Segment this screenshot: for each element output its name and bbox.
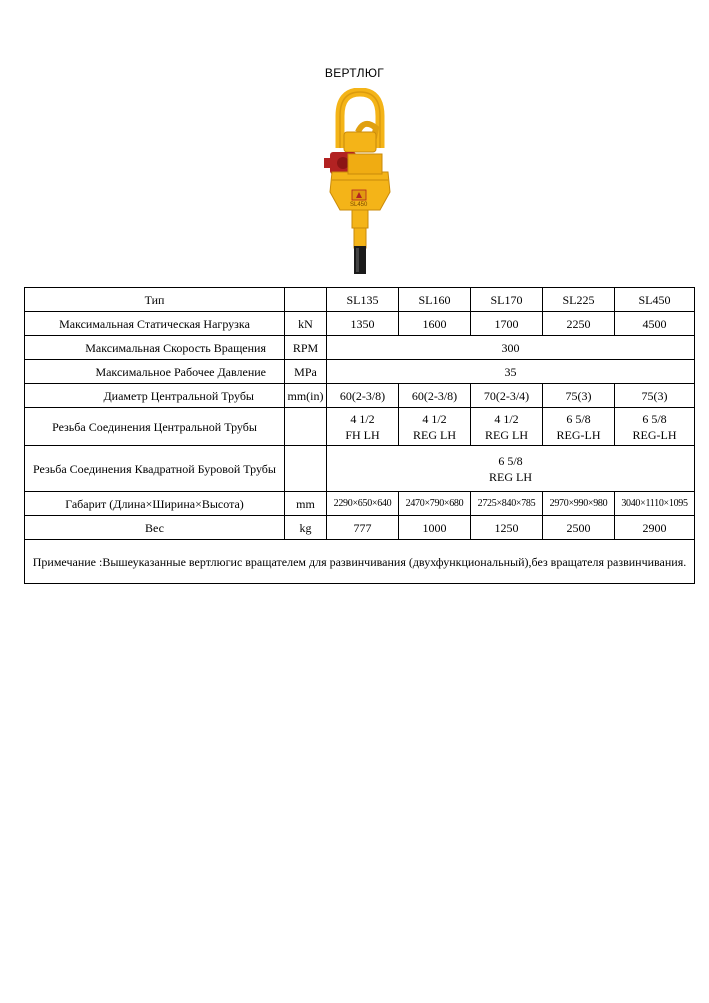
thread-size: 6 5/8 (566, 411, 591, 426)
thread-size: 4 1/2 (494, 411, 519, 426)
weight-value: 2900 (615, 516, 695, 540)
thread-size: 6 5/8 (642, 411, 667, 426)
static-load-value: 2250 (543, 312, 615, 336)
thread-type: REG LH (485, 427, 528, 442)
static-load-value: 1700 (471, 312, 543, 336)
thread-type: REG LH (489, 469, 532, 484)
model-sl170: SL170 (471, 288, 543, 312)
type-unit (285, 288, 327, 312)
pipe-diameter-value: 70(2-3/4) (471, 384, 543, 408)
dimensions-unit: mm (285, 492, 327, 516)
center-thread-unit (285, 408, 327, 446)
working-pressure-row (25, 360, 695, 384)
dimensions-value: 3040×1110×1095 (615, 492, 695, 516)
thread-type: FH LH (345, 427, 380, 442)
weight-label: Вес (25, 516, 285, 540)
center-thread-value (327, 408, 399, 446)
kelly-thread-unit (285, 446, 327, 492)
spec-table (24, 287, 695, 584)
thread-type: REG-LH (556, 427, 601, 442)
model-sl160: SL160 (399, 288, 471, 312)
dimensions-value: 2970×990×980 (543, 492, 615, 516)
working-pressure-value: 35 (327, 360, 695, 384)
working-pressure-label: Максимальное Рабочее Давление (25, 360, 285, 384)
note-row (25, 540, 695, 584)
thread-size: 4 1/2 (350, 411, 375, 426)
static-load-value: 1600 (399, 312, 471, 336)
static-load-value: 4500 (615, 312, 695, 336)
model-sl135: SL135 (327, 288, 399, 312)
static-load-value: 1350 (327, 312, 399, 336)
rotation-speed-unit: RPM (285, 336, 327, 360)
dimensions-label: Габарит (Длина×Ширина×Высота) (25, 492, 285, 516)
center-thread-label: Резьба Соединения Центральной Трубы (25, 408, 285, 446)
type-label: Тип (25, 288, 285, 312)
static-load-unit: kN (285, 312, 327, 336)
center-thread-value (543, 408, 615, 446)
rotation-speed-label: Максимальная Скорость Вращения (25, 336, 285, 360)
weight-row (25, 516, 695, 540)
model-sl450: SL450 (615, 288, 695, 312)
center-thread-value (471, 408, 543, 446)
document-title: ВЕРТЛЮГ (324, 66, 385, 80)
rotation-speed-row (25, 336, 695, 360)
product-label: SL450 (350, 202, 368, 208)
weight-value: 2500 (543, 516, 615, 540)
weight-value: 1250 (471, 516, 543, 540)
pipe-diameter-value: 75(3) (615, 384, 695, 408)
pipe-diameter-value: 60(2-3/8) (327, 384, 399, 408)
kelly-thread-label: Резьба Соединения Квадратной Буровой Трубы (25, 446, 285, 492)
weight-value: 777 (327, 516, 399, 540)
dimensions-value: 2290×650×640 (327, 492, 399, 516)
dimensions-row (25, 492, 695, 516)
table-note: Примечание :Вышеуказанные вертлюгис вращателем для развинчивания (двухфункциональный),без вращателя развинчивания. (25, 540, 695, 584)
pipe-diameter-row (25, 384, 695, 408)
pipe-diameter-unit: mm(in) (285, 384, 327, 408)
pipe-diameter-value: 75(3) (543, 384, 615, 408)
thread-size: 6 5/8 (498, 453, 523, 468)
rotation-speed-value: 300 (327, 336, 695, 360)
kelly-thread-row (25, 446, 695, 492)
dimensions-value: 2725×840×785 (471, 492, 543, 516)
thread-type: REG LH (413, 427, 456, 442)
thread-size: 4 1/2 (422, 411, 447, 426)
swivel-photo (318, 88, 402, 280)
working-pressure-unit: MPa (285, 360, 327, 384)
weight-value: 1000 (399, 516, 471, 540)
pipe-diameter-label: Диаметр Центральной Трубы (25, 384, 285, 408)
center-thread-row (25, 408, 695, 446)
header-row (25, 288, 695, 312)
static-load-label: Максимальная Статическая Нагрузка (25, 312, 285, 336)
pipe-diameter-value: 60(2-3/8) (399, 384, 471, 408)
weight-unit: kg (285, 516, 327, 540)
model-sl225: SL225 (543, 288, 615, 312)
dimensions-value: 2470×790×680 (399, 492, 471, 516)
kelly-thread-value (327, 446, 695, 492)
static-load-row (25, 312, 695, 336)
center-thread-value (615, 408, 695, 446)
center-thread-value (399, 408, 471, 446)
thread-type: REG-LH (632, 427, 677, 442)
